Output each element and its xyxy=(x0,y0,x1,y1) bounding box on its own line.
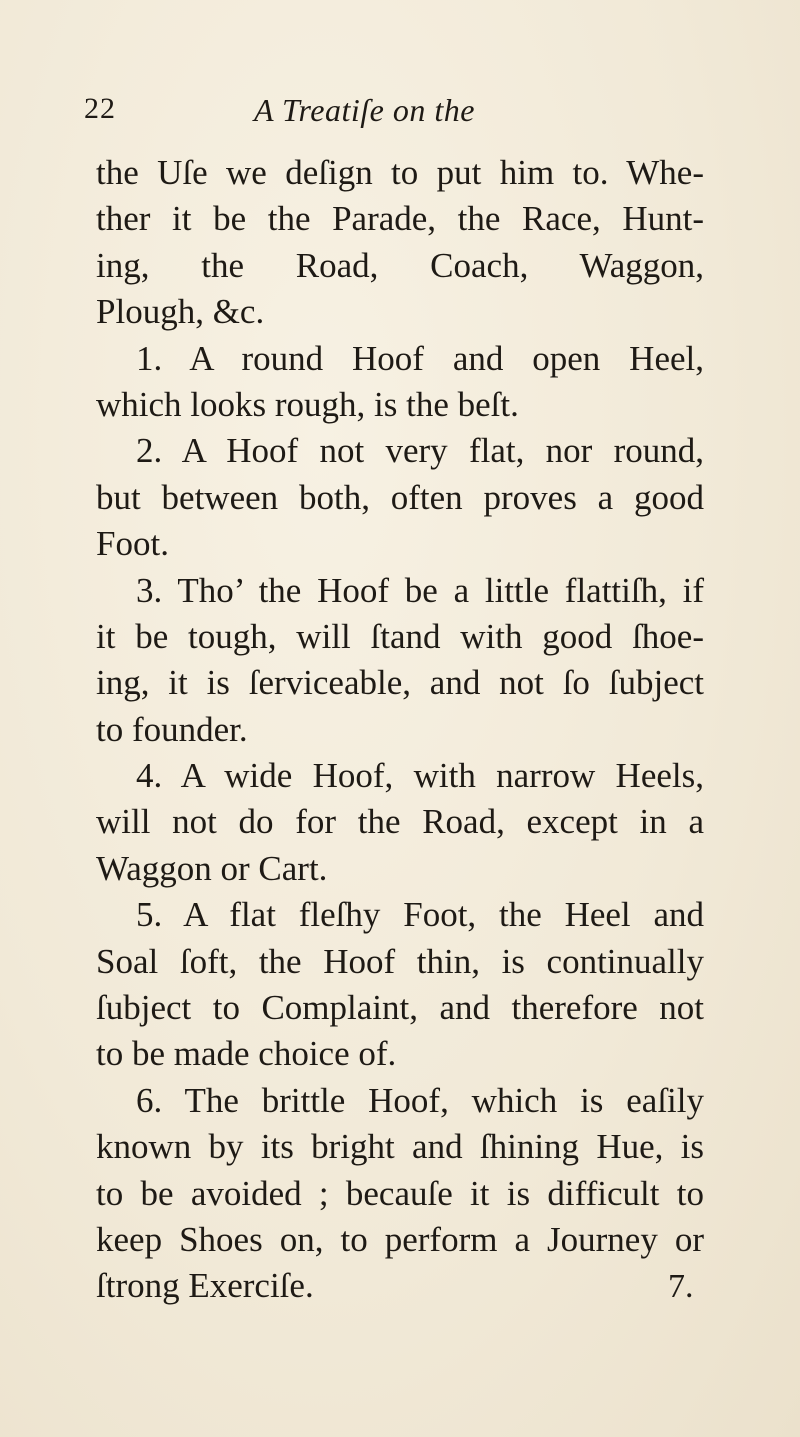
text-line: to founder. xyxy=(96,709,248,749)
text-line: to be made choice of. xyxy=(96,1034,397,1074)
page-header xyxy=(84,92,724,136)
text-line: the Uſe we deſign to put him to. Whe- xyxy=(96,153,704,192)
page-number: 22 xyxy=(84,92,116,125)
text-line: keep Shoes on, to perform a Journey or xyxy=(96,1219,704,1259)
text-line: it be tough, will ſtand with good ſhoe- xyxy=(96,616,704,656)
text-line: 2. A Hoof not very flat, nor round, xyxy=(136,431,704,471)
text-line: ing, it is ſerviceable, and not ſo ſubject xyxy=(96,663,704,703)
text-line: ſubject to Complaint, and therefore not xyxy=(96,988,704,1028)
text-line: Waggon or Cart. xyxy=(96,848,328,888)
text-line: 5. A flat fleſhy Foot, the Heel and xyxy=(136,895,704,935)
text-line: ther it be the Parade, the Race, Hunt- xyxy=(96,199,704,239)
text-line: ſtrong Exerciſe. xyxy=(96,1266,314,1306)
catchword: 7. xyxy=(668,1268,694,1305)
text-line: 3. Tho’ the Hoof be a little flattiſh, if xyxy=(136,570,704,610)
text-line: which looks rough, is the beſt. xyxy=(96,384,519,424)
text-line: ing, the Road, Coach, Waggon, xyxy=(96,245,704,285)
text-line: will not do for the Road, except in a xyxy=(96,802,704,842)
body-text xyxy=(96,150,704,1310)
text-line: known by its bright and ſhining Hue, is xyxy=(96,1127,704,1167)
text-line: 6. The brittle Hoof, which is eaſily xyxy=(136,1080,704,1120)
text-line: to be avoided ; becauſe it is difficult to xyxy=(96,1173,704,1213)
text-line: Soal ſoft, the Hoof thin, is continually xyxy=(96,941,704,981)
text-line: 4. A wide Hoof, with narrow Heels, xyxy=(136,756,704,796)
running-head: A Treatiſe on the xyxy=(254,92,475,128)
text-line: 1. A round Hoof and open Heel, xyxy=(136,338,704,378)
text-line: but between both, often proves a good xyxy=(96,477,704,517)
text-line: Plough, &c. xyxy=(96,292,265,332)
text-line: Foot. xyxy=(96,524,169,564)
